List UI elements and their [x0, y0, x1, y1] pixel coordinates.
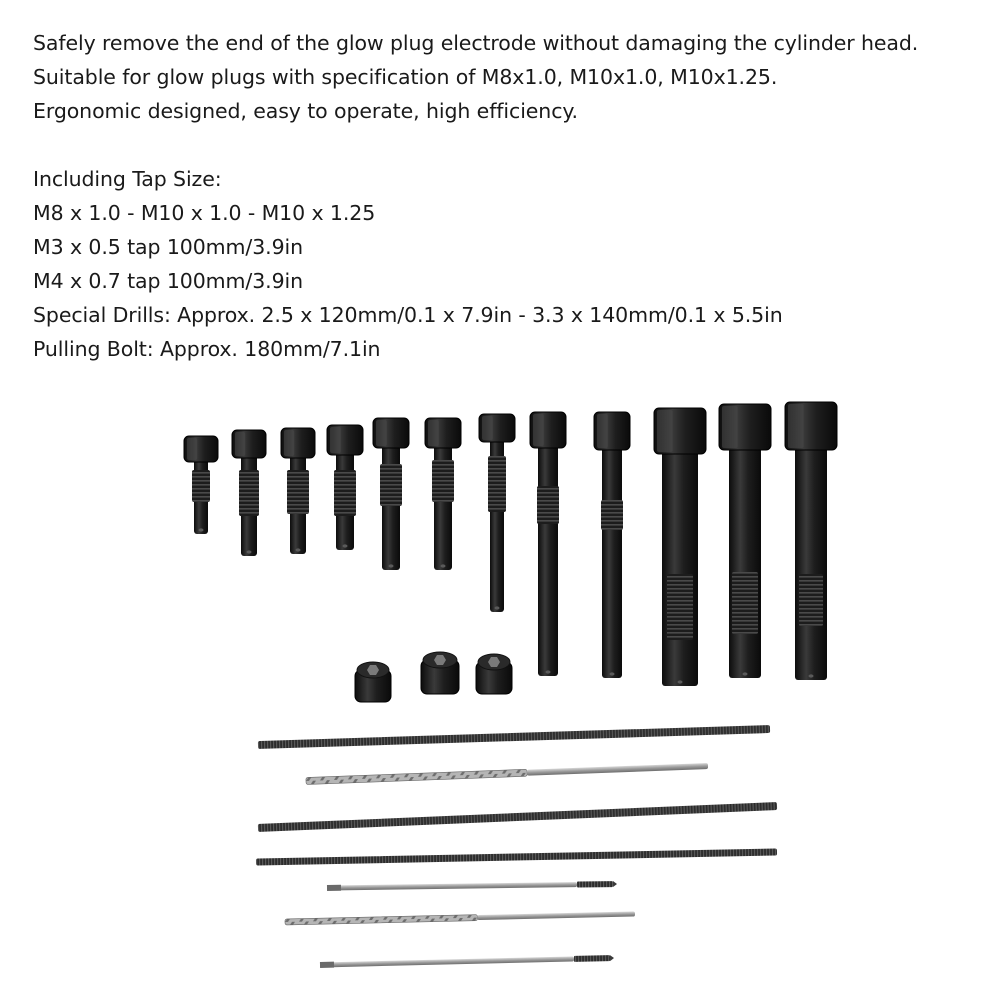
tap-cutting-end	[574, 955, 610, 962]
bolt-thread	[488, 456, 506, 512]
drill-flutes	[285, 915, 478, 925]
adapter-nut	[421, 652, 459, 694]
bolt-tip-hole	[199, 528, 204, 531]
bolt-thread	[287, 470, 309, 514]
pulling-bolt	[530, 412, 566, 676]
bolt-tip-hole	[296, 548, 301, 551]
bolt-tip-hole	[610, 672, 615, 675]
pulling-bolt	[479, 414, 515, 612]
bolt-tip-hole	[247, 550, 252, 553]
bolt-shaft	[795, 446, 827, 680]
thread-tap	[258, 802, 777, 832]
pulling-bolt	[184, 436, 218, 534]
pulling-bolt	[232, 430, 266, 556]
bolt-head-highlight	[376, 420, 387, 446]
tap-thread	[258, 725, 770, 749]
pulling-bolt	[327, 425, 363, 550]
special-drill	[306, 763, 708, 785]
thread-tap	[320, 955, 614, 968]
bolt-shaft	[382, 444, 400, 570]
pulling-bolt	[785, 402, 837, 680]
drill-shank	[527, 763, 708, 776]
tap-thread	[258, 802, 777, 832]
bolt-thread	[601, 500, 623, 530]
pulling-bolt	[425, 418, 461, 570]
tap-square-end	[320, 962, 334, 968]
bolt-tip-hole	[495, 606, 500, 609]
bolt-thread	[799, 574, 823, 626]
tap-shank	[327, 882, 577, 890]
tap-cutting-end	[577, 881, 613, 887]
bolt-head-highlight	[428, 420, 439, 446]
bolt-thread	[667, 574, 693, 640]
nut-set	[355, 652, 512, 702]
spec-item: M3 x 0.5 tap 100mm/3.9in	[33, 235, 304, 259]
tap-square-end	[327, 885, 341, 891]
pulling-bolt	[281, 428, 315, 554]
bolt-head-highlight	[235, 432, 245, 456]
bolt-thread	[192, 470, 210, 502]
pulling-bolt	[594, 412, 630, 678]
bolt-head-highlight	[533, 414, 544, 446]
description-line: Safely remove the end of the glow plug electrode without damaging the cylinder head.	[33, 31, 919, 55]
pulling-bolt-set	[184, 402, 837, 686]
bolt-head-highlight	[722, 406, 738, 448]
thread-tap	[327, 881, 617, 891]
spec-heading: Including Tap Size:	[33, 167, 222, 191]
spec-item: Pulling Bolt: Approx. 180mm/7.1in	[33, 337, 381, 361]
bolt-head-highlight	[597, 414, 608, 448]
product-description	[33, 26, 983, 366]
pulling-bolt	[373, 418, 409, 570]
bolt-head-highlight	[330, 427, 341, 453]
tap-tip	[613, 881, 617, 887]
pulling-bolt	[719, 404, 771, 678]
tap-tip	[610, 955, 614, 961]
thread-tap	[256, 849, 777, 866]
description-line: Suitable for glow plugs with specification of M8x1.0, M10x1.0, M10x1.25.	[33, 65, 778, 89]
bolt-shaft	[662, 450, 698, 686]
bolt-head-highlight	[284, 430, 294, 456]
drill-flutes	[306, 769, 527, 784]
thread-tap	[258, 725, 770, 749]
spacer	[33, 128, 983, 162]
bolt-head-highlight	[187, 438, 197, 460]
bolt-thread	[537, 486, 559, 524]
spec-item: M8 x 1.0 - M10 x 1.0 - M10 x 1.25	[33, 201, 376, 225]
pulling-bolt	[654, 408, 706, 686]
product-photo	[0, 380, 1001, 1001]
spec-item: Special Drills: Approx. 2.5 x 120mm/0.1 x 7.9in - 3.3 x 140mm/0.1 x 5.5in	[33, 303, 783, 327]
adapter-nut	[476, 654, 512, 694]
bolt-shaft	[602, 446, 622, 678]
tap-and-drill-set	[256, 725, 777, 968]
bolt-tip-hole	[546, 670, 551, 673]
adapter-nut	[355, 662, 391, 702]
description-line: Ergonomic designed, easy to operate, high efficiency.	[33, 99, 578, 123]
bolt-shaft	[729, 446, 761, 678]
bolt-head-highlight	[657, 410, 673, 452]
bolt-tip-hole	[678, 680, 683, 683]
bolt-thread	[380, 464, 402, 506]
drill-shank	[477, 912, 635, 921]
bolt-head-highlight	[482, 416, 493, 440]
bolt-tip-hole	[343, 544, 348, 547]
bolt-shaft	[538, 444, 558, 676]
bolt-tip-hole	[809, 674, 814, 677]
spec-item: M4 x 0.7 tap 100mm/3.9in	[33, 269, 304, 293]
bolt-thread	[334, 470, 356, 516]
bolt-tip-hole	[389, 564, 394, 567]
tap-shank	[320, 956, 574, 967]
bolt-tip-hole	[441, 564, 446, 567]
bolt-head-highlight	[788, 404, 804, 448]
tap-thread	[256, 849, 777, 866]
bolt-thread	[239, 470, 259, 516]
bolt-thread	[432, 460, 454, 502]
bolt-thread	[732, 572, 758, 634]
special-drill	[285, 911, 635, 925]
bolt-tip-hole	[743, 672, 748, 675]
